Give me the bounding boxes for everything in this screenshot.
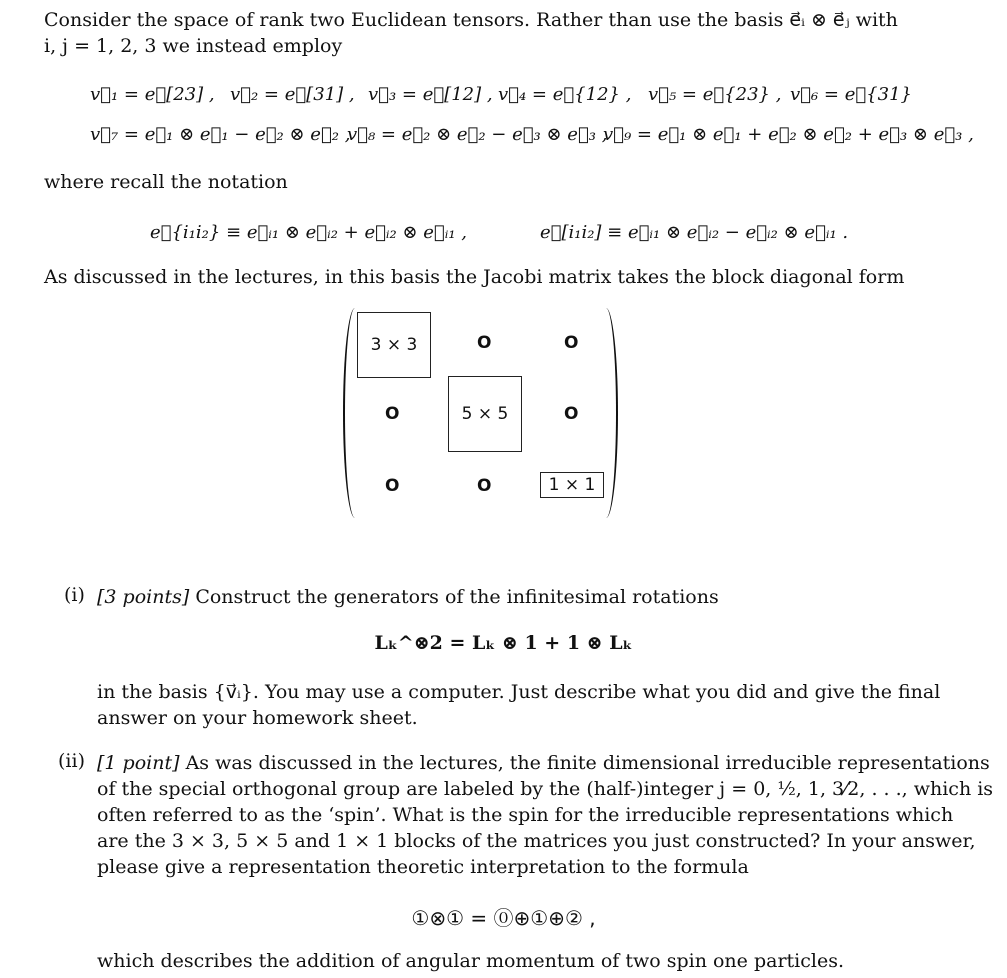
basis-v1: v⃗₁ = e⃗[23] , (90, 84, 215, 105)
part-i-after-line-1: in the basis {v⃗ᵢ}. You may use a computer. Just describe what you did and give the final (97, 681, 941, 703)
generator-formula: Lₖ^⊗2 = Lₖ ⊗ 1 + 1 ⊗ Lₖ (374, 632, 633, 654)
block-5x5: 5 × 5 (448, 376, 522, 452)
part-ii-text (97, 750, 993, 880)
zero-block-r2c1: O (385, 404, 400, 424)
part-ii-line-4: are the 3 × 3, 5 × 5 and 1 × 1 blocks of the matrices you just constructed? In your answer, (97, 830, 976, 852)
basis-v9: v⃗₉ = e⃗₁ ⊗ e⃗₁ + e⃗₂ ⊗ e⃗₂ + e⃗₃ ⊗ e⃗₃ , (603, 124, 974, 145)
part-ii-closing: which describes the addition of angular momentum of two spin one particles. (97, 950, 844, 972)
part-ii-line-1: As was discussed in the lectures, the finite dimensional irreducible representations (185, 752, 990, 774)
jacobi-sentence: As discussed in the lectures, in this basis the Jacobi matrix takes the block diagonal form (44, 266, 905, 288)
basis-v8: v⃗₈ = e⃗₂ ⊗ e⃗₂ − e⃗₃ ⊗ e⃗₃ , (347, 124, 608, 145)
notation-symmetric: e⃗{i₁i₂} ≡ e⃗ᵢ₁ ⊗ e⃗ᵢ₂ + e⃗ᵢ₂ ⊗ e⃗ᵢ₁ , (150, 222, 468, 243)
zero-block-r2c3: O (564, 404, 579, 424)
block-3x3: 3 × 3 (357, 312, 431, 378)
part-ii-line-2: of the special orthogonal group are labeled by the (half-)integer j = 0, ½, 1, 3⁄2, . . ., which is (97, 778, 994, 800)
zero-block-r3c1: O (385, 476, 400, 496)
block-1x1: 1 × 1 (540, 472, 604, 498)
part-i-label: (i) (64, 584, 85, 606)
part-i-description: Construct the generators of the infinitesimal rotations (195, 586, 719, 608)
basis-v4: v⃗₄ = e⃗{12} , (498, 84, 632, 105)
basis-v6: v⃗₆ = e⃗{31} (790, 84, 912, 105)
basis-v5: v⃗₅ = e⃗{23} , (648, 84, 782, 105)
zero-block-r1c3: O (564, 333, 579, 353)
part-ii-points: [1 point] (97, 752, 180, 774)
part-i-after (97, 679, 940, 731)
part-ii-line-3: often referred to as the ‘spin’. What is the spin for the irreducible representations which (97, 804, 954, 826)
basis-v2: v⃗₂ = e⃗[31] , (230, 84, 355, 105)
part-ii-line-5: please give a representation theoretic interpretation to the formula (97, 856, 749, 878)
notation-antisymmetric: e⃗[i₁i₂] ≡ e⃗ᵢ₁ ⊗ e⃗ᵢ₂ − e⃗ᵢ₂ ⊗ e⃗ᵢ₁ . (540, 222, 849, 243)
intro-line-1: Consider the space of rank two Euclidean tensors. Rather than use the basis e⃗ᵢ ⊗ e⃗ⱼ with (44, 9, 898, 31)
notation-intro: where recall the notation (44, 171, 288, 193)
intro-line-2: i, j = 1, 2, 3 we instead employ (44, 35, 343, 57)
basis-v7: v⃗₇ = e⃗₁ ⊗ e⃗₁ − e⃗₂ ⊗ e⃗₂ , (90, 124, 351, 145)
part-i-text (97, 584, 719, 610)
basis-v3: v⃗₃ = e⃗[12] , (368, 84, 493, 105)
intro-paragraph (44, 7, 898, 59)
part-ii-label: (ii) (58, 750, 85, 772)
zero-block-r3c2: O (477, 476, 492, 496)
part-i-points: [3 points] (97, 586, 190, 608)
block-diagonal-matrix (343, 308, 618, 518)
angular-momentum-formula: ①⊗① = ⓪⊕①⊕② , (411, 906, 596, 930)
part-i-after-line-2: answer on your homework sheet. (97, 707, 418, 729)
zero-block-r1c2: O (477, 333, 492, 353)
